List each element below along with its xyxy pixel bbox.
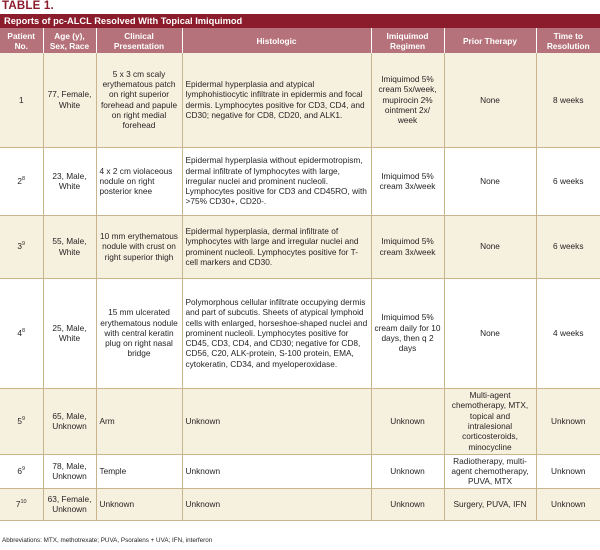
cell-time: 8 weeks [536, 53, 600, 147]
cell-regimen: Imiquimod 5% cream 3x/week [371, 147, 444, 215]
reference-superscript: 8 [22, 328, 26, 335]
cell-clinical: 10 mm erythematous nodule with crust on right superior thigh [96, 215, 182, 278]
cell-age: 63, Female, Unknown [43, 488, 96, 520]
cell-patient [0, 278, 43, 388]
header-time: Time to Resolution [536, 28, 600, 53]
reference-superscript: 8 [22, 176, 26, 183]
table-title: Reports of pc-ALCL Resolved With Topical Imiquimod [0, 14, 600, 28]
cell-histologic: Epidermal hyperplasia without epidermotropism, dermal infiltrate of lymphocytes with large, irregular nuclei and prominent nucleoli. Lymphocytes positive for CD3 and CD45RO, with >75% CD30+, CD20-. [182, 147, 371, 215]
cell-prior: None [444, 53, 536, 147]
cell-clinical: Temple [96, 454, 182, 488]
table-row [0, 278, 600, 388]
cell-patient [0, 388, 43, 454]
cell-histologic: Unknown [182, 388, 371, 454]
cell-clinical: Arm [96, 388, 182, 454]
table-row [0, 488, 600, 520]
cell-histologic: Epidermal hyperplasia and atypical lymphohistiocytic infiltrate in epidermis and focal dermis. Lymphocytes positive for CD3, CD4, and CD30; negative for CD8, CD20, and ALK1. [182, 53, 371, 147]
cell-patient [0, 215, 43, 278]
cell-clinical: 5 x 3 cm scaly erythematous patch on right superior forehead and papule on right medial forehead [96, 53, 182, 147]
cell-time: Unknown [536, 454, 600, 488]
patient-number: 4 [17, 327, 23, 338]
cell-prior: Surgery, PUVA, IFN [444, 488, 536, 520]
patient-number: 2 [17, 175, 23, 186]
cell-clinical: Unknown [96, 488, 182, 520]
reference-superscript: 9 [22, 241, 26, 248]
cell-prior: None [444, 278, 536, 388]
reference-superscript: 9 [22, 416, 26, 423]
header-clinical: Clinical Presentation [96, 28, 182, 53]
table-row [0, 388, 600, 454]
cell-prior: None [444, 147, 536, 215]
cell-clinical: 4 x 2 cm violaceous nodule on right posterior knee [96, 147, 182, 215]
cell-clinical: 15 mm ulcerated erythematous nodule with central keratin plug on right nasal bridge [96, 278, 182, 388]
table-row [0, 454, 600, 488]
cell-regimen: Unknown [371, 488, 444, 520]
cell-time: 4 weeks [536, 278, 600, 388]
header-row [0, 28, 600, 53]
table-row [0, 215, 600, 278]
cell-prior: None [444, 215, 536, 278]
cell-age: 25, Male, White [43, 278, 96, 388]
cell-age: 23, Male, White [43, 147, 96, 215]
cell-regimen: Imiquimod 5% cream 5x/week, mupirocin 2% ointment 2x/ week [371, 53, 444, 147]
cell-time: 6 weeks [536, 215, 600, 278]
reference-superscript: 10 [20, 499, 27, 506]
cell-histologic: Unknown [182, 488, 371, 520]
header-age: Age (y), Sex, Race [43, 28, 96, 53]
cell-histologic: Epidermal hyperplasia, dermal infiltrate of lymphocytes with large and irregular nuclei and prominent nucleoli. Lymphocytes positive for T-cell markers and CD30. [182, 215, 371, 278]
cell-time: 6 weeks [536, 147, 600, 215]
patient-number: 5 [17, 415, 23, 426]
cell-regimen: Unknown [371, 454, 444, 488]
patient-number: 1 [18, 94, 24, 105]
abbreviations-footnote: Abbreviations: MTX, methotrexate; PUVA, Psoralens + UVA; IFN, interferon [2, 537, 213, 544]
cell-time: Unknown [536, 388, 600, 454]
cell-regimen: Unknown [371, 388, 444, 454]
reference-superscript: 9 [22, 466, 26, 473]
table-label: TABLE 1. [2, 0, 54, 12]
cell-time: Unknown [536, 488, 600, 520]
cell-age: 55, Male, White [43, 215, 96, 278]
table-row [0, 147, 600, 215]
table-row [0, 53, 600, 147]
patient-number: 3 [17, 241, 23, 252]
patient-number: 7 [15, 498, 21, 509]
cell-patient [0, 454, 43, 488]
cell-age: 78, Male, Unknown [43, 454, 96, 488]
cell-histologic: Polymorphous cellular infiltrate occupying dermis and part of subcutis. Sheets of atypical lymphoid cells with enlarged, horseshoe-shaped nuclei and prominent nucleoli. Lymphocytes positive for CD45, CD3, CD4, and CD30; negative for CD8, CD56, C20, ALK-protein, S-100 protein, EMA, cytokeratin, CD34, and myeloperoxidase. [182, 278, 371, 388]
cell-patient [0, 53, 43, 147]
cell-prior: Multi-agent chemotherapy, MTX, topical and intralesional corticosteroids, minocycline [444, 388, 536, 454]
cell-histologic: Unknown [182, 454, 371, 488]
cell-age: 77, Female, White [43, 53, 96, 147]
cell-regimen: Imiquimod 5% cream daily for 10 days, then q 2 days [371, 278, 444, 388]
patient-number: 6 [17, 465, 23, 476]
cell-patient [0, 488, 43, 520]
header-histologic: Histologic [182, 28, 371, 53]
header-prior: Prior Therapy [444, 28, 536, 53]
header-regimen: Imiquimod Regimen [371, 28, 444, 53]
imiquimod-table [0, 28, 600, 521]
header-patient: Patient No. [0, 28, 43, 53]
cell-regimen: Imiquimod 5% cream 3x/week [371, 215, 444, 278]
cell-prior: Radiotherapy, multi-agent chemotherapy, PUVA, MTX [444, 454, 536, 488]
cell-age: 65, Male, Unknown [43, 388, 96, 454]
cell-patient [0, 147, 43, 215]
